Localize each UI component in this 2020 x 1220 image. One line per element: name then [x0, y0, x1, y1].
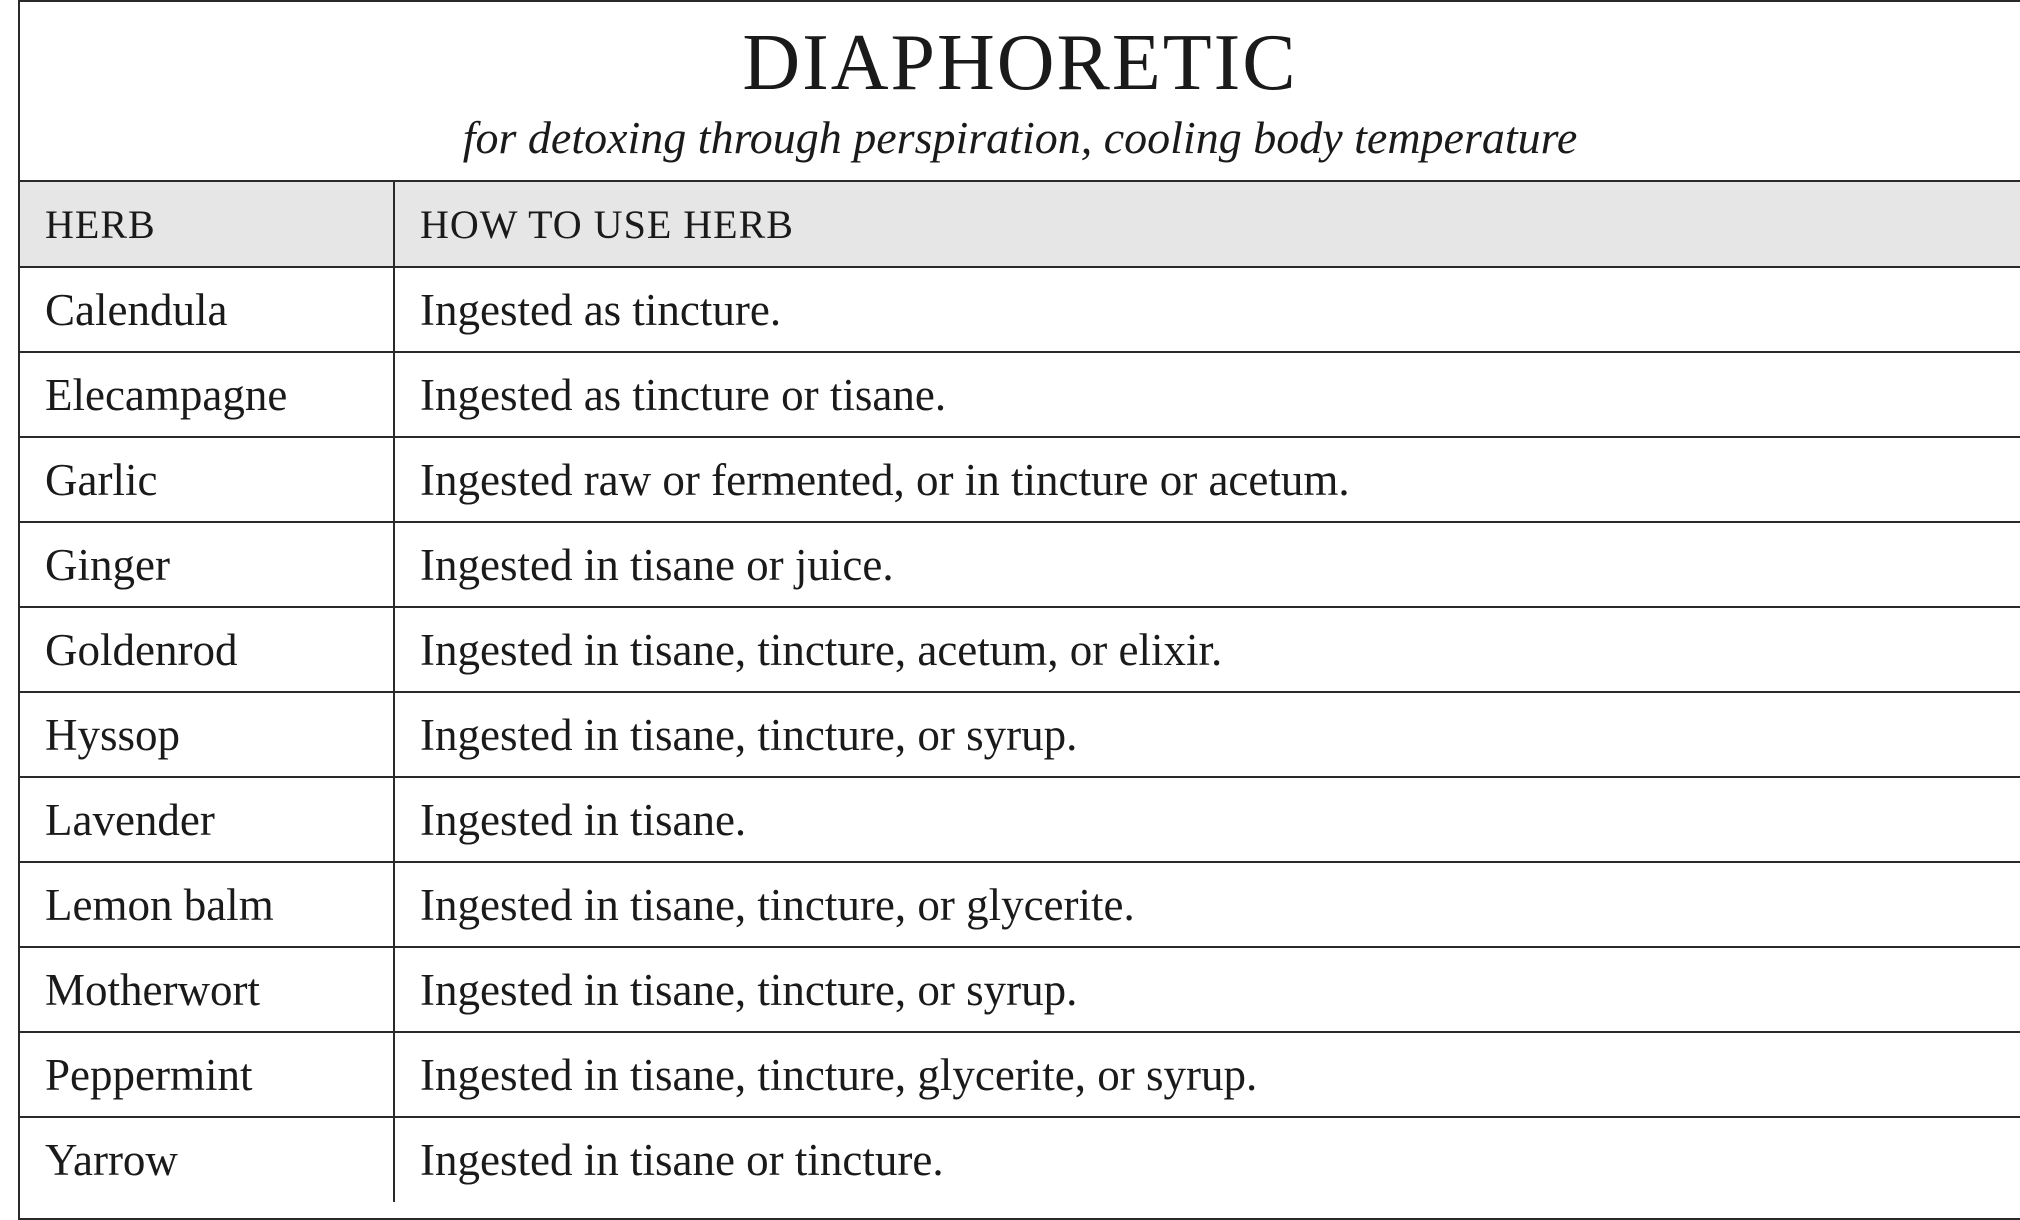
table-title: DIAPHORETIC [742, 19, 1298, 107]
herb-table-frame [18, 0, 2020, 1220]
table-row [20, 692, 2020, 777]
column-header-how-to-use: HOW TO USE HERB [394, 182, 2020, 267]
herb-table [20, 182, 2020, 1202]
herb-usage: Ingested raw or fermented, or in tincture or acetum. [394, 437, 2020, 522]
herb-usage: Ingested in tisane or tincture. [420, 1135, 944, 1185]
table-row [20, 1032, 2020, 1117]
table-row [20, 607, 2020, 692]
herb-usage: Ingested in tisane, tincture, or syrup. [394, 692, 2020, 777]
herb-usage: Ingested in tisane, tincture, acetum, or elixir. [394, 607, 2020, 692]
header-row [20, 182, 2020, 267]
herb-name: Yarrow [20, 1117, 394, 1202]
herb-name: Motherwort [20, 947, 394, 1032]
table-row [20, 862, 2020, 947]
table-row [20, 267, 2020, 352]
herb-name: Ginger [20, 522, 394, 607]
table-row [20, 947, 2020, 1032]
herb-usage: Ingested in tisane, tincture, or syrup. [394, 947, 2020, 1032]
herb-name: Goldenrod [20, 607, 394, 692]
herb-usage: Ingested in tisane, tincture, glycerite, or syrup. [394, 1032, 2020, 1117]
herb-usage: Ingested in tisane or juice. [394, 522, 2020, 607]
herb-usage: Ingested in tisane, tincture, or glycerite. [394, 862, 2020, 947]
herb-name: Peppermint [20, 1032, 394, 1117]
herb-name: Garlic [20, 437, 394, 522]
herb-name: Lemon balm [20, 862, 394, 947]
table-row [20, 777, 2020, 862]
herb-usage: Ingested in tisane. [394, 777, 2020, 862]
herb-usage: Ingested as tincture or tisane. [394, 352, 2020, 437]
column-header-herb: HERB [20, 182, 394, 267]
title-block [20, 2, 2020, 182]
table-row [20, 1117, 2020, 1202]
table-row [20, 522, 2020, 607]
herb-name: Hyssop [20, 692, 394, 777]
table-subtitle: for detoxing through perspiration, cooling body temperature [462, 112, 1578, 163]
table-row [20, 437, 2020, 522]
herb-name: Lavender [20, 777, 394, 862]
herb-name: Calendula [20, 267, 394, 352]
herb-name: Elecampagne [20, 352, 394, 437]
table-row [20, 352, 2020, 437]
herb-usage: Ingested as tincture. [394, 267, 2020, 352]
